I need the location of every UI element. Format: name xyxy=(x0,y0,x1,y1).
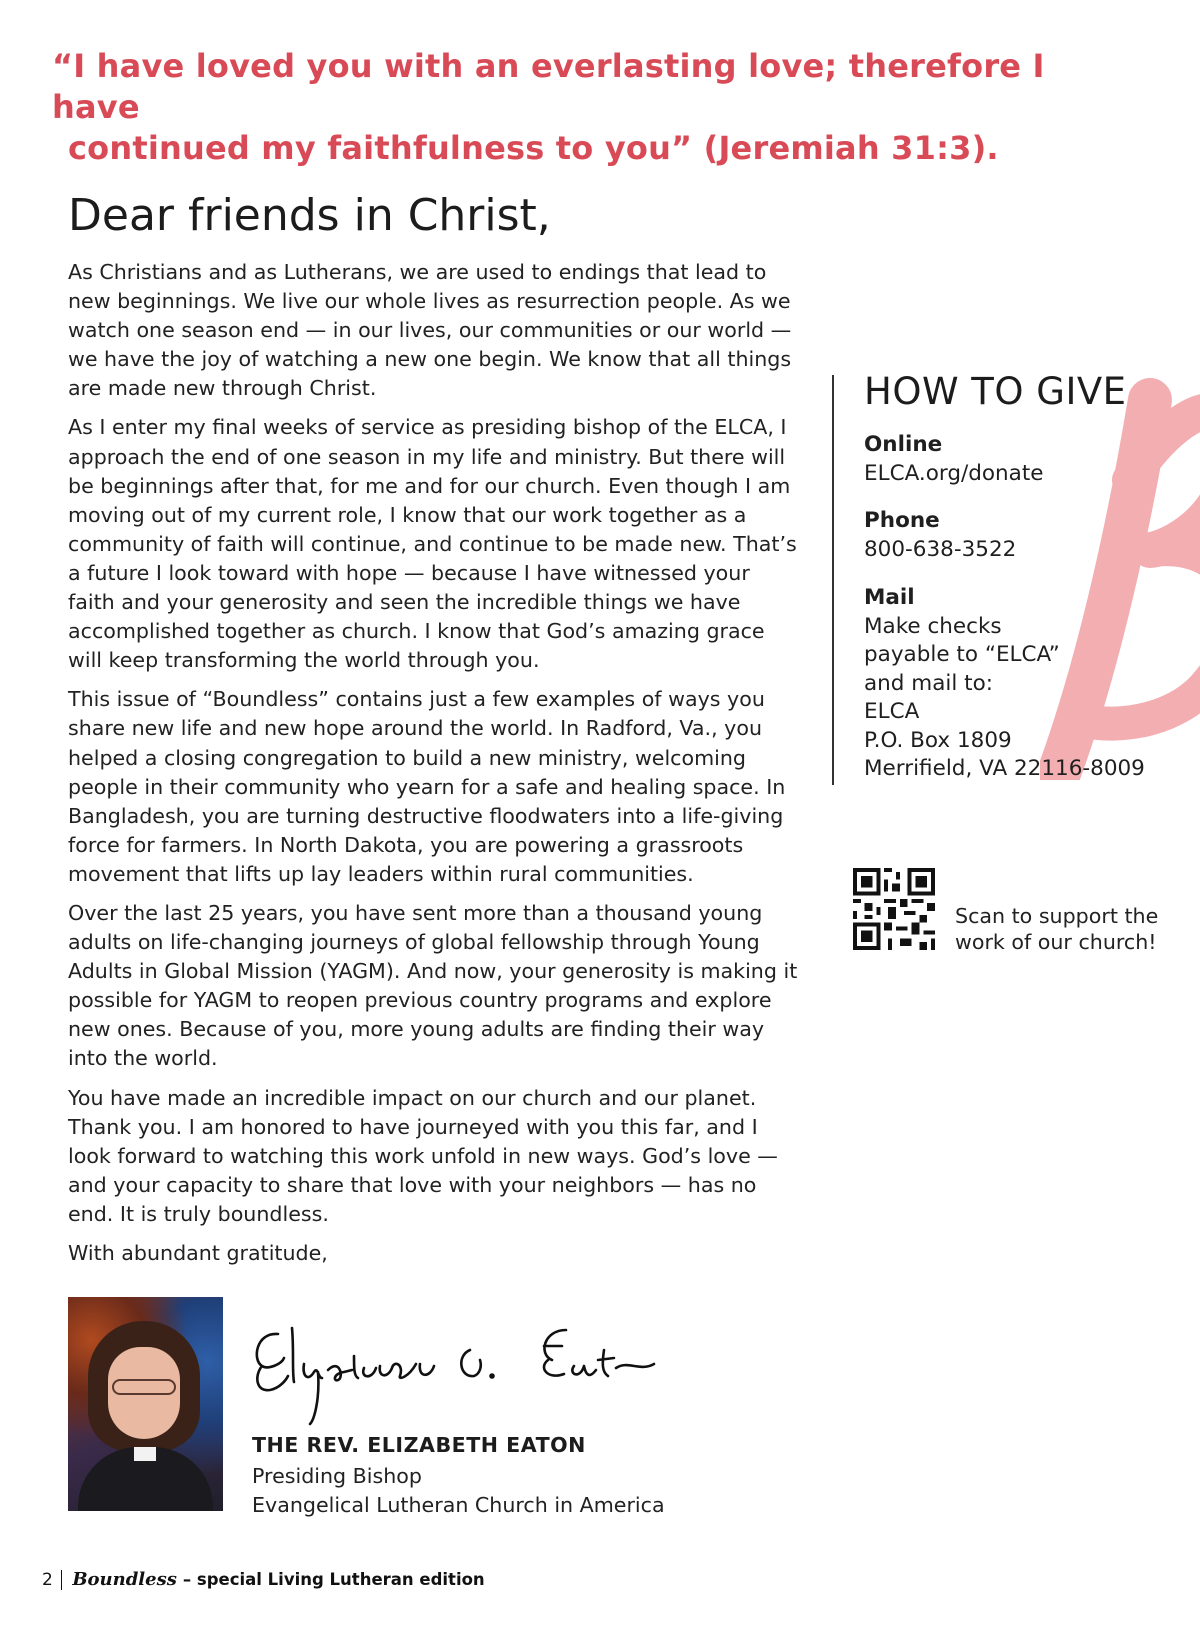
letter-paragraph: This issue of “Boundless” contains just a few examples of ways you share new life and new hope around the world. In Radford, Va., you helped a closing congregation to build a new ministry, welcoming people in their community who yearn for a safe and healing space. In Bangladesh, you are turning destructive floodwaters into a life-giving force for farmers. In North Dakota, you are powering a grassroots movement that lifts up lay leaders within rural communities. xyxy=(68,687,786,886)
give-phone-label: Phone xyxy=(864,508,940,533)
signer-name: THE REV. ELIZABETH EATON xyxy=(252,1433,586,1457)
give-mail-section xyxy=(864,584,1145,784)
letter-body xyxy=(68,258,802,1239)
signer-title-block xyxy=(252,1462,665,1520)
give-phone-number: 800-638-3522 xyxy=(864,536,1017,562)
handwritten-signature xyxy=(248,1320,678,1430)
letter-paragraph: As Christians and as Lutherans, we are used to endings that lead to new beginnings. We live our whole lives as resurrection people. As we watch one season end — in our lives, our communities or our world — we have the joy of watching a new one begin. We know that all things are made new through Christ. xyxy=(68,260,792,401)
pull-quote-line-2: continued my faithfulness to you” (Jeremiah 31:3). xyxy=(68,129,999,167)
give-mail-line: ELCA xyxy=(864,699,920,724)
signer-title: Presiding Bishop xyxy=(252,1464,422,1488)
signer-organization: Evangelical Lutheran Church in America xyxy=(252,1493,665,1517)
bishop-portrait-photo xyxy=(68,1297,223,1511)
give-online-label: Online xyxy=(864,432,943,457)
letter-paragraph: Over the last 25 years, you have sent more than a thousand young adults on life-changing journeys of global fellowship through Young Adults in Global Mission (YAGM). And now, your generosity is making it possible for YAGM to reopen previous country programs and explore new ones. Because of you, more young adults are finding their way into the world. xyxy=(68,900,798,1071)
footer-separator xyxy=(61,1570,63,1590)
give-mail-line: and mail to: xyxy=(864,670,994,696)
give-mail-line: P.O. Box 1809 xyxy=(864,727,1012,753)
qr-caption xyxy=(955,903,1175,955)
give-mail-line: Make checks xyxy=(864,613,1002,639)
qr-code-icon[interactable] xyxy=(853,868,935,950)
page-footer xyxy=(42,1569,485,1590)
qr-caption-line: work of our church! xyxy=(955,930,1157,954)
letter-closing: With abundant gratitude, xyxy=(68,1241,328,1265)
how-to-give-heading: HOW TO GIVE xyxy=(864,370,1127,413)
boundless-wordmark: Boundless xyxy=(72,1569,177,1590)
qr-caption-line: Scan to support the xyxy=(955,904,1159,928)
give-online-url[interactable]: ELCA.org/donate xyxy=(864,460,1044,486)
letter-paragraph: You have made an incredible impact on our church and our planet. Thank you. I am honored to have journeyed with you this far, and I look forward to watching this work unfold in new ways. God’s love — and your capacity to share that love with your neighbors — has no end. It is truly boundless. xyxy=(68,1085,778,1226)
give-mail-line: Merrifield, VA 22116-8009 xyxy=(864,756,1145,781)
letter-greeting: Dear friends in Christ, xyxy=(68,190,551,241)
pull-quote-line-1: “I have loved you with an everlasting love; therefore I have xyxy=(52,47,1045,126)
letter-paragraph: As I enter my final weeks of service as presiding bishop of the ELCA, I approach the end of one season in my life and ministry. But there will be beginnings after that, for me and for our church. Even though I am moving out of my current role, I know that our work together as a community of faith will continue, and continue to be made new. That’s a future I look toward with hope — because I have witnessed your faith and your generosity and seen the incredible things we have accomplished together as church. I know that God’s amazing grace will keep transforming the world through you. xyxy=(68,415,797,673)
give-phone-section xyxy=(864,507,1016,564)
give-mail-line: payable to “ELCA” xyxy=(864,642,1060,667)
pull-quote xyxy=(52,46,1092,169)
sidebar-divider xyxy=(832,375,834,785)
edition-label: – special Living Lutheran edition xyxy=(182,1570,485,1589)
give-mail-label: Mail xyxy=(864,585,915,610)
give-online-section xyxy=(864,431,1044,488)
page-number: 2 xyxy=(42,1569,53,1590)
